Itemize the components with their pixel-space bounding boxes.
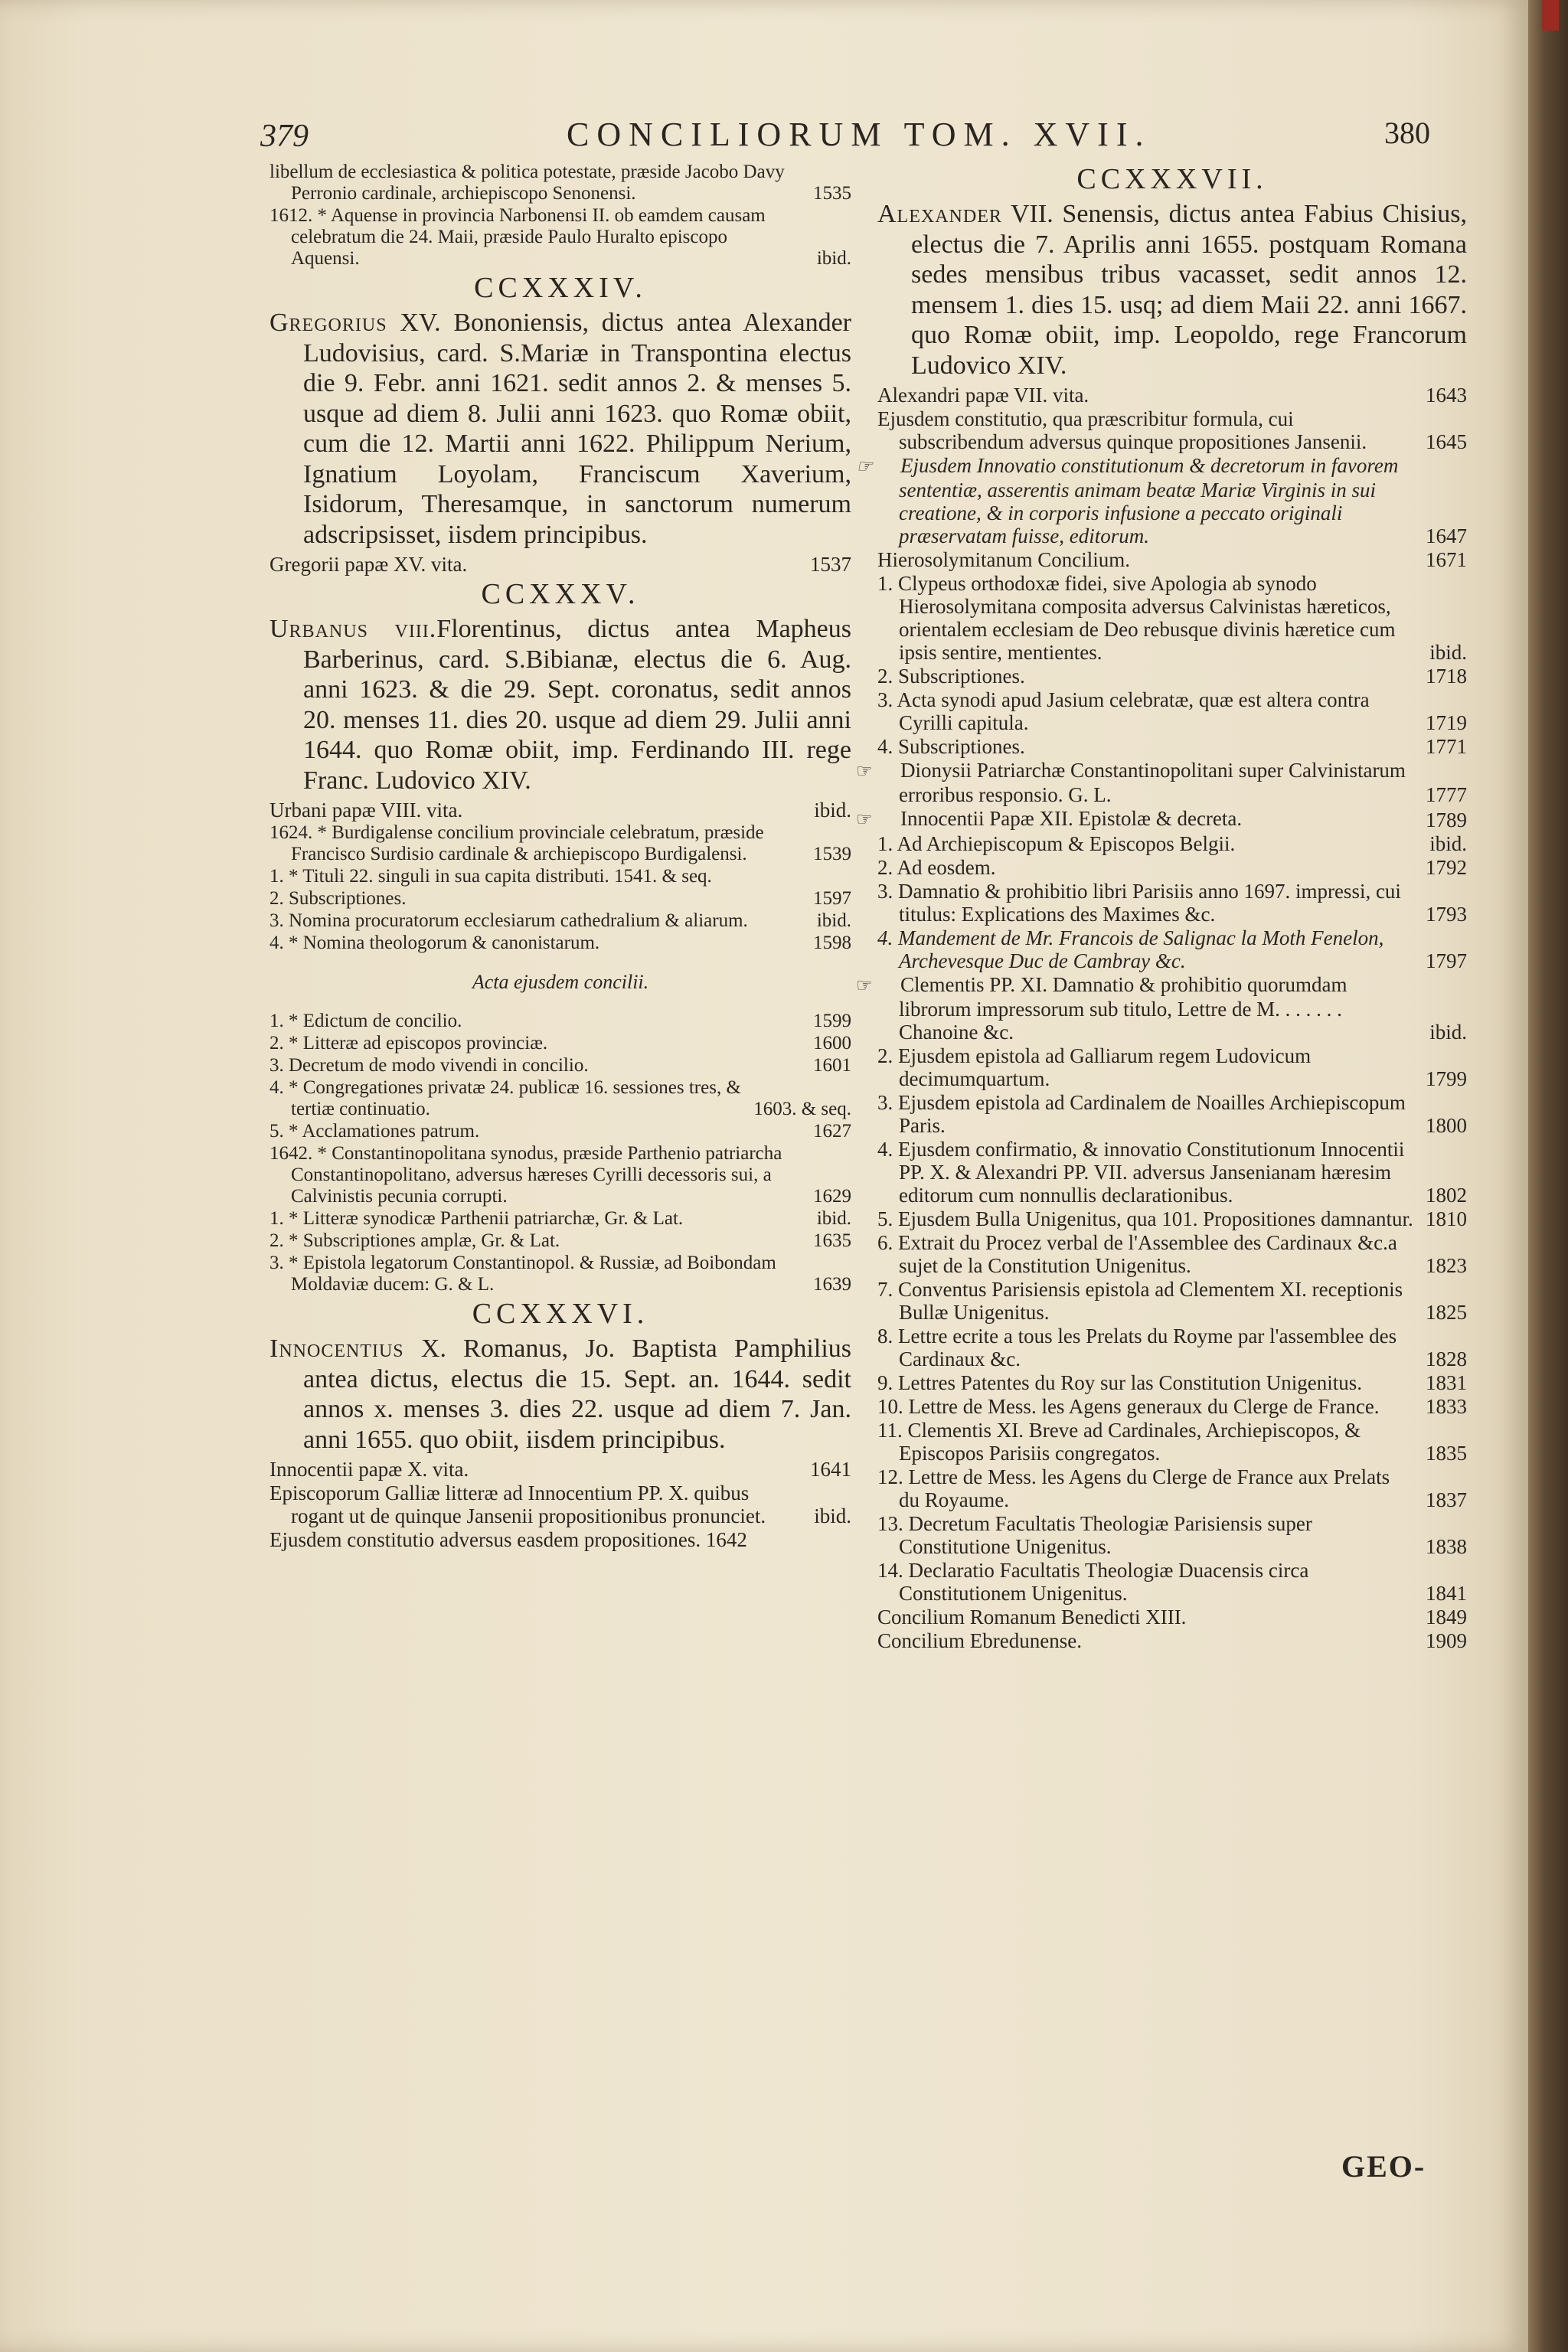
list-item: 5. * Acclamationes patrum. 1627 [270, 1121, 851, 1142]
section-numeral: CCXXXV. [481, 578, 640, 610]
list-item: 3. Decretum de modo vivendi in concilio. 1601 [270, 1055, 851, 1076]
pope-paragraph: Alexander VII. Senensis, dictus antea Fabius Chisius, electus die 7. Aprilis anni 1655. postquam Romana sedes mensibus tribus vacasset, sedit annos 12. mensem 1. dies 15. usq; ad diem Maii 22. anni 1667. quo Romæ obiit, imp. Leopoldo, rege Francorum Ludovico XIV. [877, 200, 1468, 380]
section-numeral: CCXXXIV. [474, 272, 647, 304]
pope-paragraph: Innocentius X. Romanus, Jo. Baptista Pamphilius antea dictus, electus die 15. Sept. an. 1644. sedit annos x. menses 3. dies 22. usque ad diem 7. Jan. anni 1655. quo obiit, iisdem principibus. [270, 1334, 851, 1454]
list-item: ☞ Dionysii Patriarchæ Constantinopolitani super Calvinistarum erroribus responsio. G. L. 1777 [856, 759, 1467, 806]
list-item: 4. Subscriptiones. 1771 [877, 735, 1467, 758]
pointing-hand-icon: ☞ [856, 762, 873, 782]
list-item: 3. * Epistola legatorum Constantinopol. & Russiæ, ad Boibondam Moldaviæ ducem: G. & L. 1639 [270, 1253, 851, 1295]
list-item: 4. Ejusdem confirmatio, & innovatio Constitutionum Innocentii PP. X. & Alexandri PP. VII. adversus Jansenianam hæresim editorum cum nonnullis declarationibus. 1802 [877, 1138, 1467, 1207]
list-item: Concilium Ebredunense. 1909 [877, 1629, 1467, 1652]
list-item: libellum de ecclesiastica & politica potestate, præside Jacobo Davy Perronio cardinale, archiepiscopo Senonensi. 1535 [270, 162, 851, 204]
list-item: Hierosolymitanum Concilium. 1671 [877, 548, 1467, 571]
list-item: 1. Clypeus orthodoxæ fidei, sive Apologia ab synodo Hierosolymitana composita adversus Calvinistas hæreticos, orientalem ecclesiam de Deo rebusque divinis hæretice cum ipsis sentire, mentientes. ibid. [877, 572, 1467, 664]
subheading: Acta ejusdem concilii. [472, 971, 649, 993]
left-column [270, 161, 851, 1552]
list-item: Alexandri papæ VII. vita. 1643 [877, 384, 1467, 407]
entry-list [856, 384, 1467, 1652]
list-item: 9. Lettres Patentes du Roy sur las Constitution Unigenitus. 1831 [877, 1371, 1467, 1394]
list-item: 1624. * Burdigalense concilium provinciale celebratum, præside Francisco Surdisio cardinale & archiepiscopo Burdigalensi. 1539 [270, 822, 851, 864]
running-title: CONCILIORUM TOM. XVII. [567, 116, 1152, 153]
list-item: 4. * Nomina theologorum & canonistarum. 1598 [270, 933, 851, 953]
list-item: 6. Extrait du Procez verbal de l'Assemblee des Cardinaux &c.a sujet de la Constitution Unigenitus. 1823 [877, 1231, 1467, 1277]
list-item: 12. Lettre de Mess. les Agens du Clerge de France aux Prelats du Royaume. 1837 [877, 1465, 1467, 1511]
list-item: 2. Ejusdem epistola ad Galliarum regem Ludovicum decimumquartum. 1799 [877, 1044, 1467, 1090]
list-item: 2. * Litteræ ad episcopos provinciæ. 1600 [270, 1033, 851, 1054]
list-item: ☞ Clementis PP. XI. Damnatio & prohibitio quorumdam librorum impressorum sub titulo, Lettre de M. . . . . . . Chanoine &c. ibid. [856, 973, 1467, 1044]
list-item: 1612. * Aquense in provincia Narbonensi II. ob eamdem causam celebratum die 24. Maii, præside Paulo Huralto episcopo Aquensi. ibid. [270, 205, 851, 269]
list-item: 1. * Tituli 22. singuli in sua capita distributi. 1541. & seq. [270, 866, 712, 887]
list-item: 8. Lettre ecrite a tous les Prelats du Royme par l'assemblee des Cardinaux &c. 1828 [877, 1325, 1467, 1370]
pointing-hand-icon: ☞ [856, 976, 873, 996]
list-item: 3. Damnatio & prohibitio libri Parisiis anno 1697. impressi, cui titulus: Explications des Maximes &c. 1793 [877, 880, 1467, 926]
list-item: 2. Subscriptiones. 1597 [270, 888, 851, 909]
list-item: ☞ Ejusdem Innovatio constitutionum & decretorum in favorem sententiæ, asserentis animam beatæ Mariæ Virginis in sui creatione, & in corporis infusione a peccato originali præservatam fuisse, editorum. 1647 [856, 454, 1467, 547]
list-item: 2. * Subscriptiones amplæ, Gr. & Lat. 1635 [270, 1230, 851, 1251]
page-number-left: 379 [260, 119, 309, 154]
catchword: GEO- [1341, 2149, 1426, 2184]
bookmark-ribbon [1542, 0, 1559, 31]
list-item: 2. Subscriptiones. 1718 [877, 665, 1467, 688]
list-item: Innocentii papæ X. vita. 1641 [270, 1458, 851, 1481]
list-item: 4. Mandement de Mr. Francois de Salignac la Moth Fenelon, Archevesque Duc de Cambray &c. 1797 [877, 926, 1467, 972]
list-item: 14. Declaratio Facultatis Theologiæ Duacensis circa Constitutionem Unigenitus. 1841 [877, 1559, 1467, 1605]
list-item: 1. Ad Archiepiscopum & Episcopos Belgii. ibid. [877, 832, 1467, 855]
list-item: 13. Decretum Facultatis Theologiæ Parisiensis super Constitutione Unigenitus. 1838 [877, 1512, 1467, 1558]
pointing-hand-icon: ☞ [856, 457, 873, 477]
pointing-hand-icon: ☞ [856, 810, 873, 830]
page-header [0, 113, 1528, 159]
list-item: 1. * Edictum de concilio. 1599 [270, 1011, 851, 1031]
book-edge [1528, 0, 1568, 2352]
list-item: 10. Lettre de Mess. les Agens generaux du Clerge de France. 1833 [877, 1395, 1467, 1418]
pope-paragraph: Gregorius XV. Bononiensis, dictus antea Alexander Ludovisius, card. S.Mariæ in Transpontina electus die 9. Febr. anni 1621. sedit annos 2. & menses 5. usque ad diem 8. Julii anni 1623. quo Romæ obiit, cum die 12. Martii anni 1622. Philippum Nerium, Ignatium Loyolam, Franciscum Xaverium, Isidorum, Theresamque, in sanctorum numerum adscripsisset, iisdem principibus. [270, 309, 851, 549]
page-number-right: 380 [1384, 116, 1430, 150]
list-item: Episcoporum Galliæ litteræ ad Innocentium PP. X. quibus rogant ut de quinque Jansenii propositionibus pronunciet. ibid. [270, 1481, 851, 1527]
list-item: 3. Acta synodi apud Jasium celebratæ, quæ est altera contra Cyrilli capitula. 1719 [877, 688, 1467, 734]
list-item: 7. Conventus Parisiensis epistola ad Clementem XI. receptionis Bullæ Unigenitus. 1825 [877, 1278, 1467, 1324]
list-item: Ejusdem constitutio, qua præscribitur formula, cui subscribendum adversus quinque propositiones Jansenii. 1645 [877, 407, 1467, 453]
list-item: Concilium Romanum Benedicti XIII. 1849 [877, 1606, 1467, 1628]
list-item: Ejusdem constitutio adversus easdem propositiones. 1642 [270, 1528, 747, 1551]
list-item: 3. Nomina procuratorum ecclesiarum cathedralium & aliarum. ibid. [270, 910, 851, 931]
list-item: ☞ Innocentii Papæ XII. Epistolæ & decreta. 1789 [856, 807, 1467, 831]
list-item: 5. Ejusdem Bulla Unigenitus, qua 101. Propositiones damnantur. 1810 [877, 1207, 1467, 1230]
section-numeral: CCXXXVII. [1076, 163, 1268, 195]
pope-paragraph: Urbanus viii.Florentinus, dictus antea Mapheus Barberinus, card. S.Bibianæ, electus die 6. Aug. anni 1623. & die 29. Sept. coronatus, sedit annos 20. menses 11. dies 20. usque ad diem 29. Julii anni 1644. quo Romæ obiit, imp. Ferdinando III. rege Franc. Ludovico XIV. [270, 615, 851, 795]
list-item: Gregorii papæ XV. vita. 1537 [270, 553, 851, 576]
list-item: 4. * Congregationes privatæ 24. publicæ 16. sessiones tres, & tertiæ continuatio. 1603. & seq. [270, 1077, 851, 1119]
list-item: 1642. * Constantinopolitana synodus, præside Parthenio patriarcha Constantinopolitano, adversus hæreses Cyrilli decessoris sui, a Calvinistis pecunia corrupti. 1629 [270, 1143, 851, 1207]
list-item: 2. Ad eosdem. 1792 [877, 856, 1467, 879]
list-item: 3. Ejusdem epistola ad Cardinalem de Noailles Archiepiscopum Paris. 1800 [877, 1091, 1467, 1137]
list-item: Urbani papæ VIII. vita. ibid. [270, 799, 851, 822]
list-item: 1. * Litteræ synodicæ Parthenii patriarchæ, Gr. & Lat. ibid. [270, 1208, 851, 1229]
right-column [856, 161, 1468, 1653]
section-numeral: CCXXXVI. [472, 1298, 649, 1330]
list-item: 11. Clementis XI. Breve ad Cardinales, Archiepiscopos, & Episcopos Parisiis congregatos. 1835 [877, 1419, 1467, 1465]
